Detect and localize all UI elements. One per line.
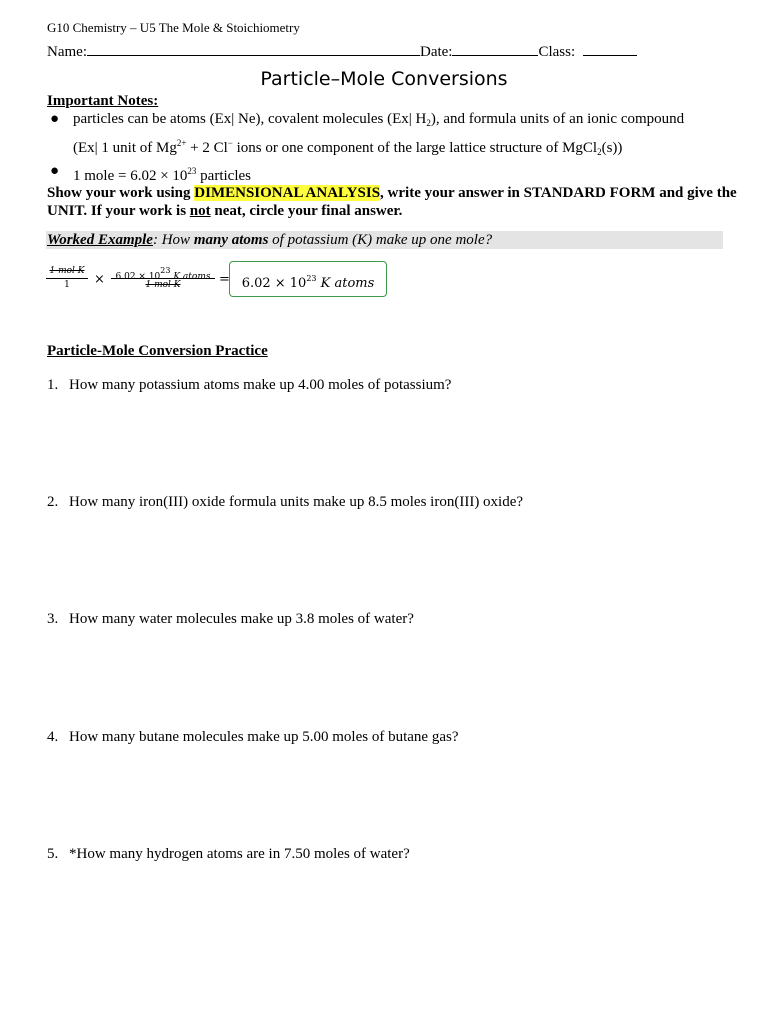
name-label: Name: xyxy=(47,44,87,60)
date-blank[interactable] xyxy=(452,42,538,56)
dimensional-analysis-highlight: DIMENSIONAL ANALYSIS xyxy=(194,185,381,201)
question-3: 3. How many water molecules make up 3.8 moles of water? xyxy=(47,611,414,627)
bullet-dot: ● xyxy=(50,163,60,179)
notes-heading: Important Notes: xyxy=(47,93,159,109)
date-label: Date: xyxy=(419,44,453,60)
fraction-mol-k: 1 mol K 1 xyxy=(46,264,88,292)
page-title: Particle–Mole Conversions xyxy=(260,68,508,90)
worked-example-prompt: Worked Example: How many atoms of potassium (K) make up one mole? xyxy=(46,231,723,249)
notes-list xyxy=(47,110,737,187)
instructions: Show your work using DIMENSIONAL ANALYSIS, write your answer in STANDARD FORM and give the UNIT. If your work is not neat, circle your final answer. xyxy=(47,185,737,219)
course-header: G10 Chemistry – U5 The Mole & Stoichiometry xyxy=(47,20,300,35)
times-sign: × xyxy=(94,272,105,287)
class-blank[interactable] xyxy=(583,42,637,56)
practice-heading: Particle-Mole Conversion Practice xyxy=(47,343,268,359)
question-4: 4. How many butane molecules make up 5.00 moles of butane gas? xyxy=(47,729,459,745)
equals-sign: = xyxy=(219,272,230,287)
question-2: 2. How many iron(III) oxide formula units make up 8.5 moles iron(III) oxide? xyxy=(47,494,524,510)
question-1: 1. How many potassium atoms make up 4.00 moles of potassium? xyxy=(47,377,452,393)
worked-example-solution xyxy=(46,258,406,300)
note-particles-line2: (Ex| 1 unit of $Mg^{2+} + 2$ Cl− ions or one component of the large lattice structure of MgCl$_2$(s)) xyxy=(73,137,623,157)
note-particles-line1: particles can be atoms (Ex| Ne), covalent molecules (Ex| $H_2$), and formula units of an ionic compound xyxy=(73,111,685,128)
note-avogadro: ● 1 mole = $6.02 \times 10^{23}$ particles xyxy=(50,163,251,184)
note-particles xyxy=(47,110,737,162)
question-5: 5. *How many hydrogen atoms are in 7.50 moles of water? xyxy=(47,846,410,862)
fraction-avogadro: $6.02 \times 10^{23}$ K atoms 1 mol K xyxy=(111,264,215,292)
bullet-dot: ● xyxy=(50,111,60,127)
student-info-row xyxy=(47,42,637,61)
name-blank[interactable] xyxy=(87,42,420,56)
class-label: Class: xyxy=(538,44,576,60)
final-answer-box: $6.02 \times 10^{23}$ K atoms xyxy=(229,261,387,297)
